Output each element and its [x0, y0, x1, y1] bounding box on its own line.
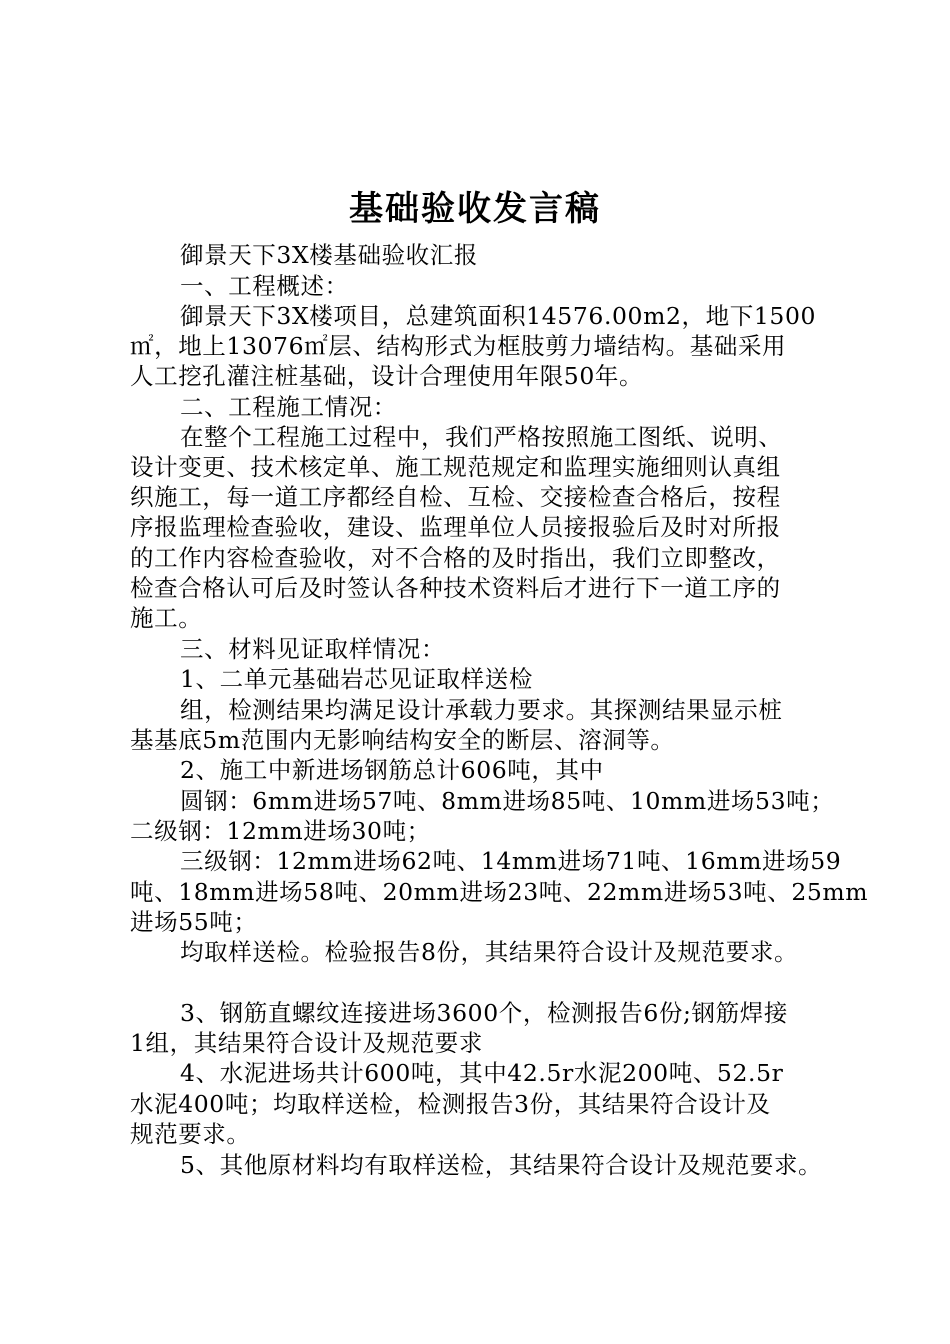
paragraph-line: 二级钢：12mm进场30吨； [130, 817, 431, 845]
paragraph-line: 人工挖孔灌注桩基础，设计合理使用年限50年。 [130, 362, 644, 390]
paragraph-line: 1组，其结果符合设计及规范要求 [130, 1029, 483, 1057]
section-heading-overview: 一、工程概述： [180, 272, 349, 300]
paragraph-line: 在整个工程施工过程中，我们严格按照施工图纸、说明、 [180, 423, 783, 451]
paragraph-line: 组，检测结果均满足设计承载力要求。其探测结果显示桩 [180, 696, 783, 724]
paragraph-line: ㎡，地上13076㎡层、结构形式为框肢剪力墙结构。基础采用 [130, 332, 787, 360]
paragraph-line: 基基底5m范围内无影响结构安全的断层、溶洞等。 [130, 726, 675, 754]
document-title: 基础验收发言稿 [349, 189, 601, 229]
paragraph-line: 吨、18mm进场58吨、20mm进场23吨、22mm进场53吨、25mm [130, 878, 869, 906]
paragraph-line: 序报监理检查验收，建设、监理单位人员接报验后及时对所报 [130, 513, 781, 541]
list-item: 4、水泥进场共计600吨，其中42.5r水泥200吨、52.5r [180, 1059, 784, 1087]
paragraph-line: 均取样送检。检验报告8份，其结果符合设计及规范要求。 [180, 938, 799, 966]
paragraph-line: 设计变更、技术核定单、施工规范规定和监理实施细则认真组 [130, 453, 781, 481]
list-item: 5、其他原材料均有取样送检，其结果符合设计及规范要求。 [180, 1151, 823, 1179]
paragraph-line: 织施工，每一道工序都经自检、互检、交接检查合格后，按程 [130, 483, 781, 511]
paragraph-line: 的工作内容检查验收，对不合格的及时指出，我们立即整改， [130, 544, 781, 572]
list-item: 3、钢筋直螺纹连接进场3600个，检测报告6份;钢筋焊接 [180, 999, 788, 1027]
paragraph-line: 施工。 [130, 604, 203, 632]
list-item: 2、施工中新进场钢筋总计606吨，其中 [180, 756, 604, 784]
paragraph-line: 三级钢：12mm进场62吨、14mm进场71吨、16mm进场59 [180, 847, 842, 875]
paragraph-line: 规范要求。 [130, 1120, 251, 1148]
paragraph-line: 进场55吨； [130, 908, 258, 936]
section-heading-construction: 二、工程施工情况： [180, 393, 397, 421]
paragraph-line: 御景天下3X楼项目，总建筑面积14576.00m2，地下1500 [180, 302, 817, 330]
paragraph-line: 圆钢：6mm进场57吨、8mm进场85吨、10mm进场53吨； [180, 787, 835, 815]
report-heading: 御景天下3X楼基础验收汇报 [180, 241, 478, 269]
paragraph-line: 检查合格认可后及时签认各种技术资料后才进行下一道工序的 [130, 574, 781, 602]
section-heading-materials: 三、材料见证取样情况： [180, 635, 446, 663]
list-item: 1、二单元基础岩芯见证取样送检 [180, 665, 533, 693]
paragraph-line: 水泥400吨；均取样送检，检测报告3份，其结果符合设计及 [130, 1090, 771, 1118]
